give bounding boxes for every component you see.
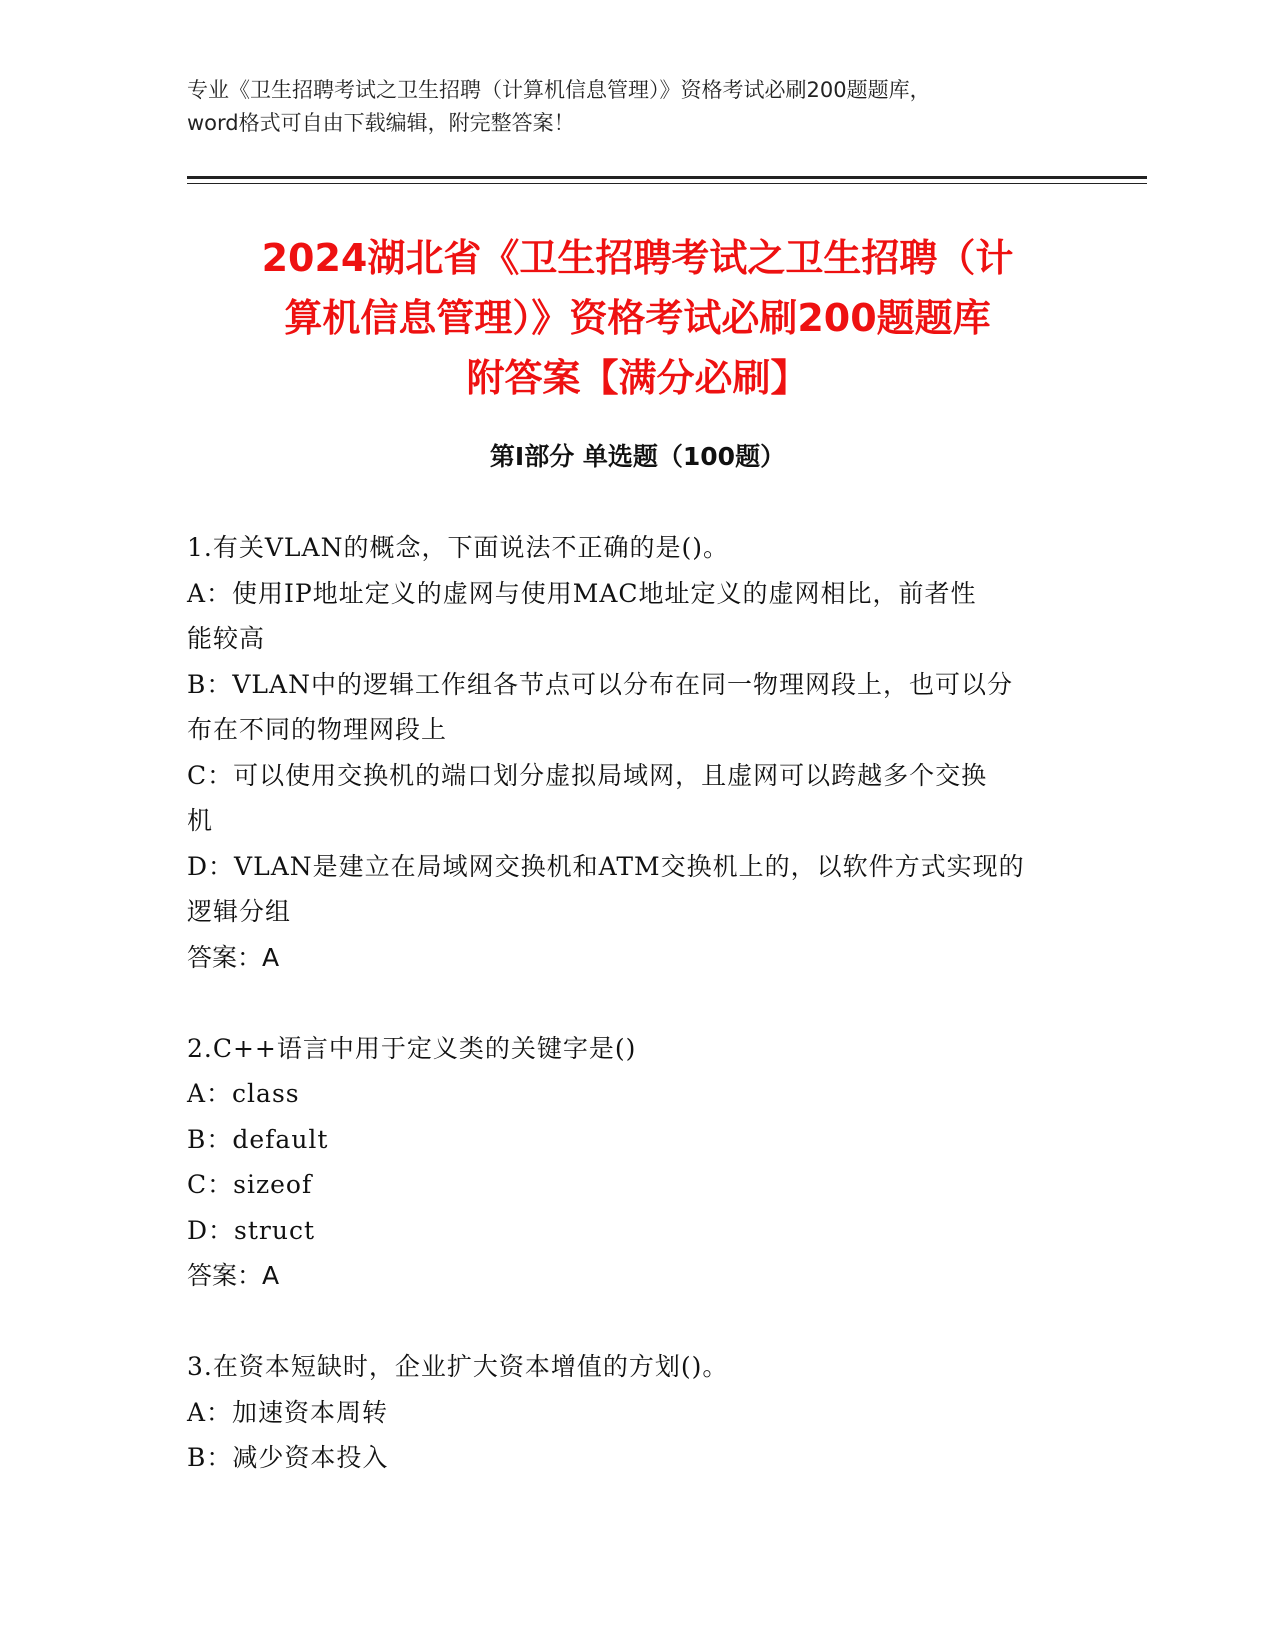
question-1-option-a-cont: 能较高 bbox=[187, 624, 266, 653]
question-1-answer: 答案：A bbox=[187, 942, 280, 972]
question-2-stem: 2.C++语言中用于定义类的关键字是() bbox=[187, 1033, 637, 1063]
question-spacer bbox=[187, 1299, 1087, 1345]
document-header-note bbox=[187, 74, 1087, 140]
question-2-option-a: A：class bbox=[187, 1079, 300, 1108]
question-1-option-d: D：VLAN是建立在局域网交换机和ATM交换机上的，以软件方式实现的 bbox=[187, 851, 1025, 881]
question-2-option-d: D：struct bbox=[187, 1215, 316, 1245]
question-2 bbox=[187, 1026, 1087, 1299]
question-spacer bbox=[187, 980, 1087, 1026]
document-title bbox=[187, 228, 1088, 408]
title-line-2: 算机信息管理）》资格考试必刷200题题库 bbox=[284, 296, 991, 340]
header-line-2: word格式可自由下载编辑，附完整答案！ bbox=[187, 111, 575, 135]
question-1-option-a: A：使用IP地址定义的虚网与使用MAC地址定义的虚网相比，前者性 bbox=[187, 578, 977, 608]
question-2-answer: 答案：A bbox=[187, 1261, 280, 1290]
question-2-option-b: B：default bbox=[187, 1124, 329, 1154]
question-1 bbox=[187, 525, 1087, 980]
header-divider-thin bbox=[187, 183, 1147, 184]
title-line-1: 2024湖北省《卫生招聘考试之卫生招聘（计 bbox=[261, 236, 1014, 280]
question-1-option-b: B：VLAN中的逻辑工作组各节点可以分布在同一物理网段上，也可以分 bbox=[187, 669, 1013, 699]
question-list bbox=[187, 525, 1087, 1481]
header-line-1: 专业《卫生招聘考试之卫生招聘（计算机信息管理）》资格考试必刷200题题库， bbox=[187, 78, 931, 102]
question-3 bbox=[187, 1344, 1087, 1481]
question-3-option-a: A：加速资本周转 bbox=[187, 1397, 389, 1427]
title-line-3: 附答案【满分必刷】 bbox=[466, 356, 809, 400]
section-title: 第I部分 单选题（100题） bbox=[489, 442, 786, 471]
question-3-option-b: B：减少资本投入 bbox=[187, 1443, 389, 1472]
question-3-stem: 3.在资本短缺时，企业扩大资本增值的方划()。 bbox=[187, 1352, 729, 1381]
question-1-option-b-cont: 布在不同的物理网段上 bbox=[187, 715, 448, 744]
question-1-option-c: C：可以使用交换机的端口划分虚拟局域网，且虚网可以跨越多个交换 bbox=[187, 760, 988, 790]
header-divider-thick bbox=[187, 176, 1147, 179]
question-1-option-d-cont: 逻辑分组 bbox=[187, 897, 292, 926]
question-1-option-c-cont: 机 bbox=[187, 806, 214, 835]
question-2-option-c: C：sizeof bbox=[187, 1170, 313, 1199]
question-1-stem: 1.有关VLAN的概念，下面说法不正确的是()。 bbox=[187, 533, 729, 562]
